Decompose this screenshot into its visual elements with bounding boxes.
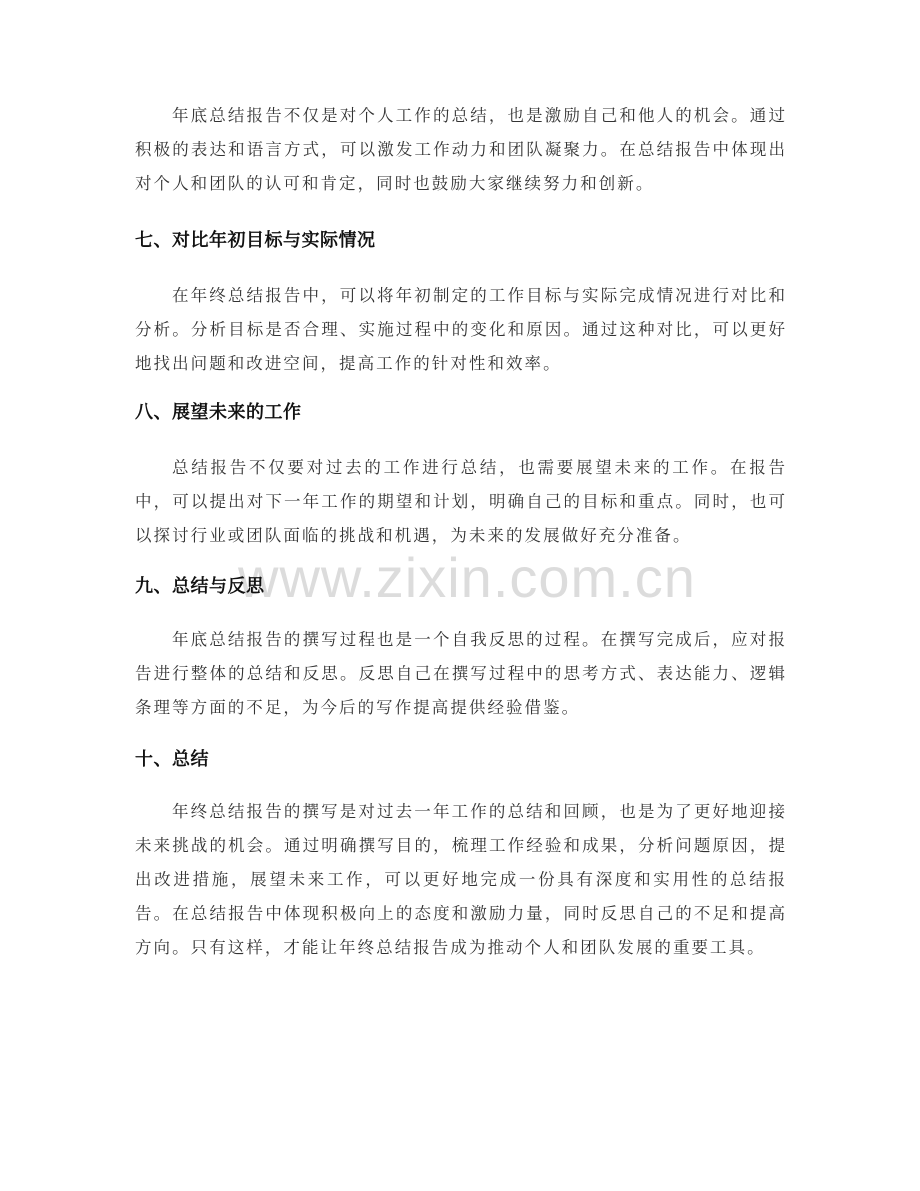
section-7 <box>135 226 787 256</box>
paragraph: 年底总结报告不仅是对个人工作的总结，也是激励自己和他人的机会。通过积极的表达和语言方式，可以激发工作动力和团队凝聚力。在总结报告中体现出对个人和团队的认可和肯定，同时也鼓励大家继续努力和创新。 <box>135 106 787 193</box>
section-7-body <box>135 279 787 381</box>
paragraph: 在年终总结报告中，可以将年初制定的工作目标与实际完成情况进行对比和分析。分析目标是否合理、实施过程中的变化和原因。通过这种对比，可以更好地找出问题和改进空间，提高工作的针对性和效率。 <box>135 286 787 373</box>
section-9 <box>135 572 787 602</box>
section-heading: 八、展望未来的工作 <box>135 402 302 423</box>
section-10 <box>135 745 787 775</box>
section-8-body <box>135 451 787 553</box>
section-intro <box>135 99 787 201</box>
watermark: www.zixin.com.cn <box>238 546 696 609</box>
section-heading: 十、总结 <box>135 749 209 770</box>
section-8 <box>135 398 787 428</box>
section-heading: 九、总结与反思 <box>135 576 265 597</box>
paragraph: 总结报告不仅要对过去的工作进行总结，也需要展望未来的工作。在报告中，可以提出对下一年工作的期望和计划，明确自己的目标和重点。同时，也可以探讨行业或团队面临的挑战和机遇，为未来的发展做好充分准备。 <box>135 458 787 545</box>
section-9-body <box>135 623 787 725</box>
section-10-body <box>135 795 787 965</box>
paragraph: 年终总结报告的撰写是对过去一年工作的总结和回顾，也是为了更好地迎接未来挑战的机会。通过明确撰写目的，梳理工作经验和成果，分析问题原因，提出改进措施，展望未来工作，可以更好地完成一份具有深度和实用性的总结报告。在总结报告中体现积极向上的态度和激励力量，同时反思自己的不足和提高方向。只有这样，才能让年终总结报告成为推动个人和团队发展的重要工具。 <box>135 802 787 957</box>
paragraph: 年底总结报告的撰写过程也是一个自我反思的过程。在撰写完成后，应对报告进行整体的总结和反思。反思自己在撰写过程中的思考方式、表达能力、逻辑条理等方面的不足，为今后的写作提高提供经验借鉴。 <box>135 630 787 717</box>
section-heading: 七、对比年初目标与实际情况 <box>135 230 376 251</box>
